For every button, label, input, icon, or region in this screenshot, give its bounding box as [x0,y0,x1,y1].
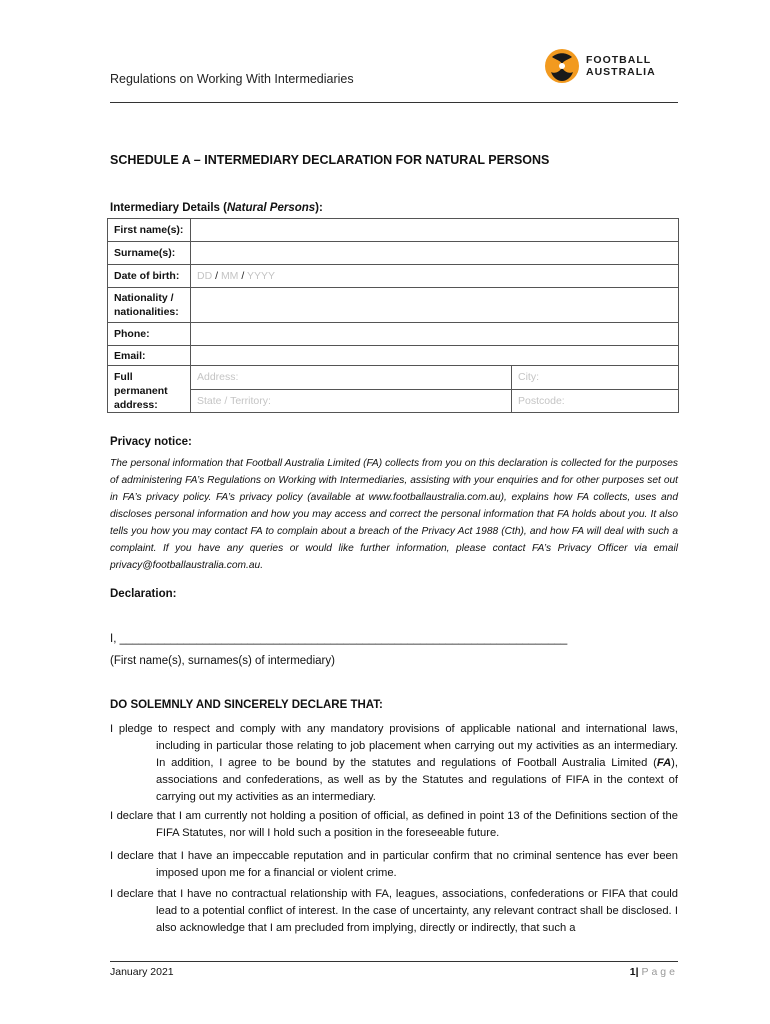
intermediary-details-table [107,218,679,413]
address-field[interactable] [191,366,512,390]
address-placeholder: Address: [197,371,239,384]
city-field[interactable] [512,366,679,390]
nationality-row [108,288,679,323]
dob-month-placeholder: MM [220,270,239,282]
dob-label: Date of birth: [108,265,191,288]
state-field[interactable] [191,389,512,413]
email-label: Email: [108,346,191,366]
first-name-label: First name(s): [108,219,191,242]
declaration-paragraph-4: I declare that I have no contractual relationship with FA, leagues, associations, confederations or FIFA that could lead to a potential conflict of interest. In the case of uncertainty, any relevant contract shall be disclosed. I also acknowledge that I am precluded from implying, directly or indirectly, that such a [110,888,678,934]
football-australia-logo [544,48,684,84]
postcode-field[interactable] [512,389,679,413]
declaration-paragraph-2: I declare that I am currently not holding a position of official, as defined in point 13 of the Definitions section of the FIFA Statutes, nor will I hold such a position in the foreseeable future. [110,810,678,839]
football-australia-logo-icon [544,48,580,84]
dob-separator-2: / [241,270,245,282]
footer-date: January 2021 [110,966,174,978]
header-divider [110,102,678,103]
page-word: Page [641,966,678,978]
page-number: 1 [629,966,636,978]
details-heading-end: ): [315,202,323,214]
logo-line-1: FOOTBALL [586,54,652,66]
email-field[interactable] [191,346,679,366]
intermediary-name-note: (First name(s), surnames(s) of intermediary) [110,655,335,667]
city-placeholder: City: [518,371,539,384]
email-row [108,346,679,366]
dob-separator-1: / [215,270,219,282]
phone-row [108,323,679,346]
details-heading-italic: Natural Persons [226,202,316,214]
address-label: Full permanent address: [108,366,191,413]
privacy-notice-body: The personal information that Football Australia Limited (FA) collects from you on this declaration is collected for the purposes of administering FA’s Regulations on Working with Intermediaries, assisting with your enquiries and for other purposes set out in FA’s privacy policy. FA’s privacy policy (available at www.footballaustralia.com.au), explains how FA collects, uses and discloses personal information and how you may access and correct the personal information that FA holds about you. It also tells you how you may contact FA to complain about a breach of the Privacy Act 1988 (Cth), and how FA will deal with such a complaint. If you have any queries or would like further information, please contact FA’s Privacy Officer via email privacy@footballaustralia.com.au. [110,458,678,571]
paragraph-1-fa: FA [656,757,672,769]
first-name-field[interactable] [191,219,679,242]
footer-page-indicator [600,966,678,978]
intermediary-name-line[interactable]: I, ______________________________________________________________________ [110,633,568,645]
surname-row [108,242,679,265]
nationality-field[interactable] [191,288,679,323]
nationality-label: Nationality / nationalities: [108,288,191,323]
footer-divider [110,961,678,962]
dob-field[interactable] [191,265,679,288]
declaration-paragraph-3: I declare that I have an impeccable reputation and in particular confirm that no criminal sentence has ever been imposed upon me for a financial or violent crime. [110,850,678,879]
dob-row [108,265,679,288]
intermediary-details-heading [110,202,323,214]
logo-line-2: AUSTRALIA [586,66,656,78]
phone-field[interactable] [191,323,679,346]
surname-label: Surname(s): [108,242,191,265]
document-header-title: Regulations on Working With Intermediaries [110,72,354,86]
declaration-paragraph-1 [110,721,678,806]
phone-label: Phone: [108,323,191,346]
privacy-notice-heading: Privacy notice: [110,436,192,448]
address-row-2 [108,389,679,413]
details-heading-start: Intermediary Details ( [110,202,227,214]
schedule-title: SCHEDULE A – INTERMEDIARY DECLARATION FOR NATURAL PERSONS [110,153,550,167]
surname-field[interactable] [191,242,679,265]
dob-year-placeholder: YYYY [247,270,276,282]
first-name-row [108,219,679,242]
logo-wordmark [586,54,656,78]
state-placeholder: State / Territory: [197,394,271,407]
postcode-placeholder: Postcode: [518,394,565,407]
declaration-heading: Declaration: [110,588,177,600]
solemn-declaration-heading: DO SOLEMNLY AND SINCERELY DECLARE THAT: [110,699,383,711]
paragraph-1-end: ), associations and confederations, as well as by the Statutes and regulations of FIFA in the context of carrying out my activities as an intermediary. [156,757,678,803]
page-separator: | [635,966,639,978]
address-row-1 [108,366,679,390]
dob-day-placeholder: DD [197,270,213,282]
paragraph-1-start: I pledge to respect and comply with any mandatory provisions of applicable national and international laws, including in particular those relating to job placement when carrying out my activities as an intermediary. In addition, I agree to be bound by the statutes and regulations of Football Australia Limited ( [110,723,678,769]
